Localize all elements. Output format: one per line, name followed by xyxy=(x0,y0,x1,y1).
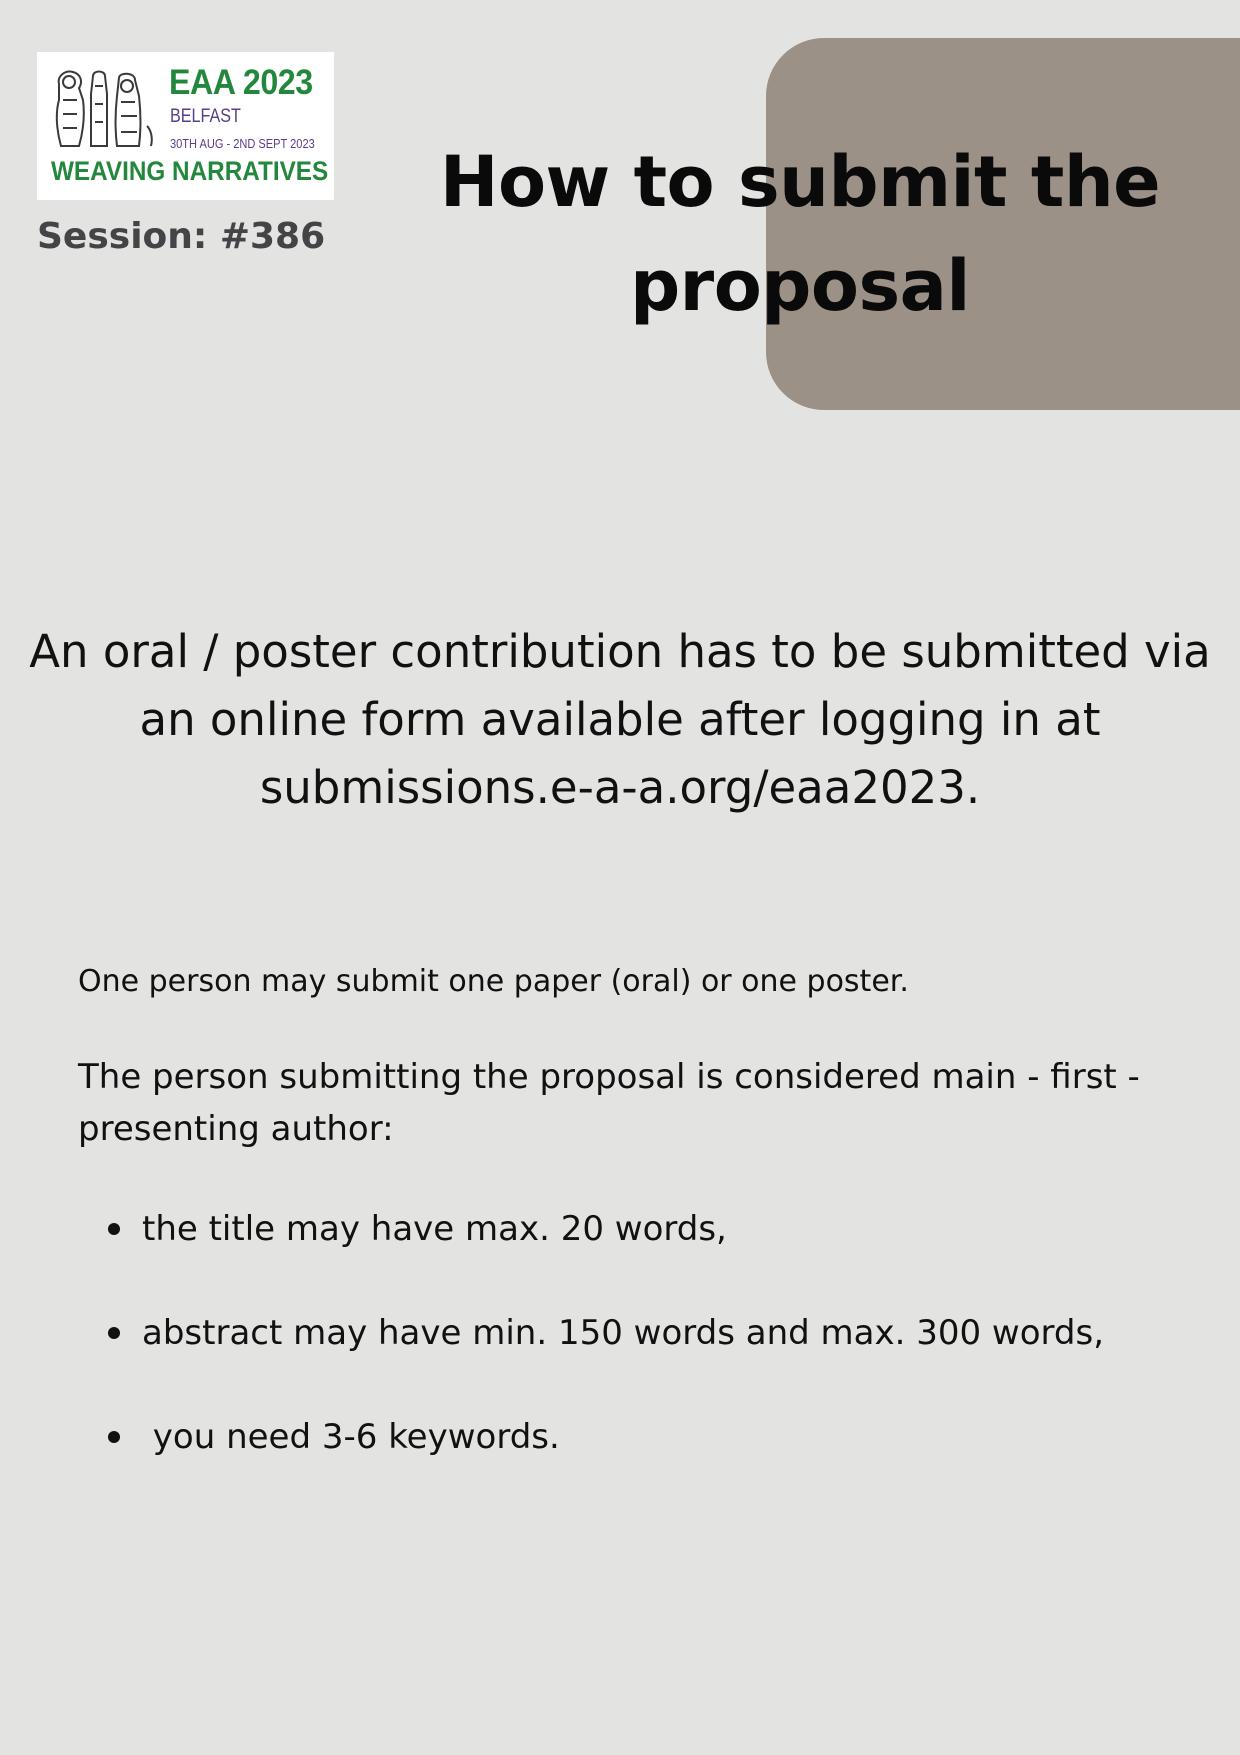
presenting-author-text: The person submitting the proposal is considered main - first - presenting author: xyxy=(78,1057,1140,1149)
rule-text: abstract may have min. 150 words and max. 300 words, xyxy=(142,1313,1105,1353)
rule-text: you need 3-6 keywords. xyxy=(142,1417,560,1457)
eaa-2023-logo xyxy=(37,52,334,200)
page-title: How to submit the proposal xyxy=(439,141,1161,327)
bullet-icon xyxy=(108,1223,120,1235)
carved-figures-icon xyxy=(53,66,157,152)
rule-text: the title may have max. 20 words, xyxy=(142,1209,727,1249)
list-item xyxy=(100,1203,1200,1255)
submission-limit-text: One person may submit one paper (oral) or one poster. xyxy=(78,964,909,999)
logo-tagline: WEAVING NARRATIVES xyxy=(51,156,329,186)
list-item xyxy=(100,1411,1200,1463)
logo-event-name: EAA 2023 xyxy=(169,63,313,102)
session-label: Session: #386 xyxy=(37,216,326,257)
submission-rules-list xyxy=(100,1203,1200,1515)
list-item xyxy=(100,1307,1200,1359)
bullet-icon xyxy=(108,1431,120,1443)
submission-intro: An oral / poster contribution has to be submitted via an online form available after logging in at submissions.e-a-a.org/eaa2023. xyxy=(29,625,1211,814)
logo-city: BELFAST xyxy=(170,106,241,127)
bullet-icon xyxy=(108,1327,120,1339)
logo-dates: 30TH AUG - 2ND SEPT 2023 xyxy=(170,136,315,151)
